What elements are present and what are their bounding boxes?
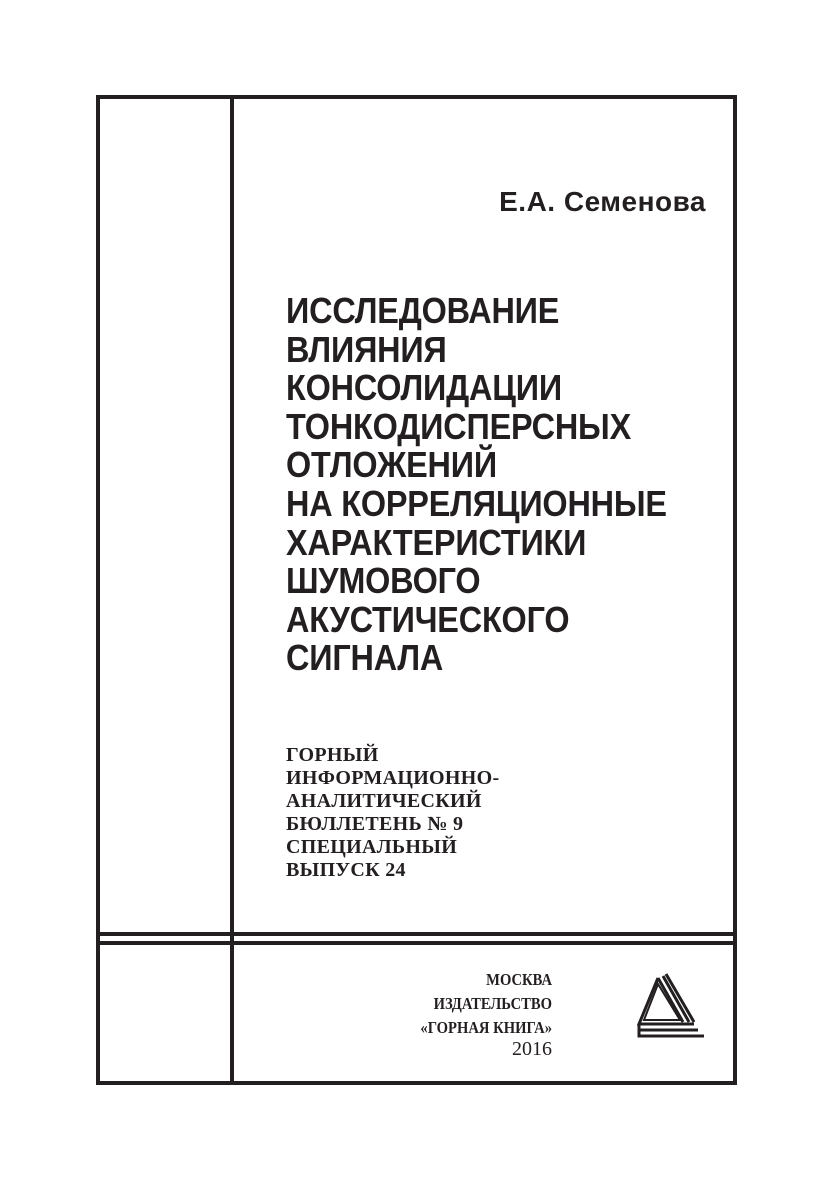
series-line: ВЫПУСК 24 — [286, 859, 406, 881]
title-line: НА КОРРЕЛЯЦИОННЫЕ — [286, 482, 667, 524]
series-line: ГОРНЫЙ — [286, 744, 379, 766]
title-line: ШУМОВОГО — [286, 560, 481, 602]
publisher-name: «ГОРНАЯ КНИГА» — [420, 1018, 552, 1037]
book-title — [286, 292, 709, 678]
series-line: ИНФОРМАЦИОННО- — [286, 767, 500, 789]
title-line: КОНСОЛИДАЦИИ — [286, 367, 562, 409]
publication-year: 2016 — [512, 1038, 552, 1060]
series-line: АНАЛИТИЧЕСКИЙ — [286, 790, 482, 812]
publisher-city: МОСКВА — [486, 970, 552, 989]
left-margin-rule — [230, 95, 234, 1085]
footer-rule-bottom — [96, 941, 737, 945]
series-line: СПЕЦИАЛЬНЫЙ — [286, 836, 458, 858]
triangle-book-logo-icon — [636, 972, 710, 1040]
title-line: ОТЛОЖЕНИЙ — [286, 444, 497, 486]
series-info — [286, 744, 499, 882]
title-line: СИГНАЛА — [286, 637, 444, 679]
publisher-label: ИЗДАТЕЛЬСТВО — [433, 994, 552, 1013]
author-name: Е.А. Семенова — [499, 186, 706, 217]
title-line: ТОНКОДИСПЕРСНЫХ — [286, 405, 632, 447]
title-line: АКУСТИЧЕСКОГО — [286, 598, 570, 640]
title-line: ХАРАКТЕРИСТИКИ — [286, 521, 587, 563]
footer-rule-top — [96, 932, 737, 936]
series-line: БЮЛЛЕТЕНЬ № 9 — [286, 813, 464, 835]
title-line: ИССЛЕДОВАНИЕ — [286, 290, 560, 331]
title-line: ВЛИЯНИЯ — [286, 328, 447, 370]
publisher-info — [399, 968, 552, 1040]
